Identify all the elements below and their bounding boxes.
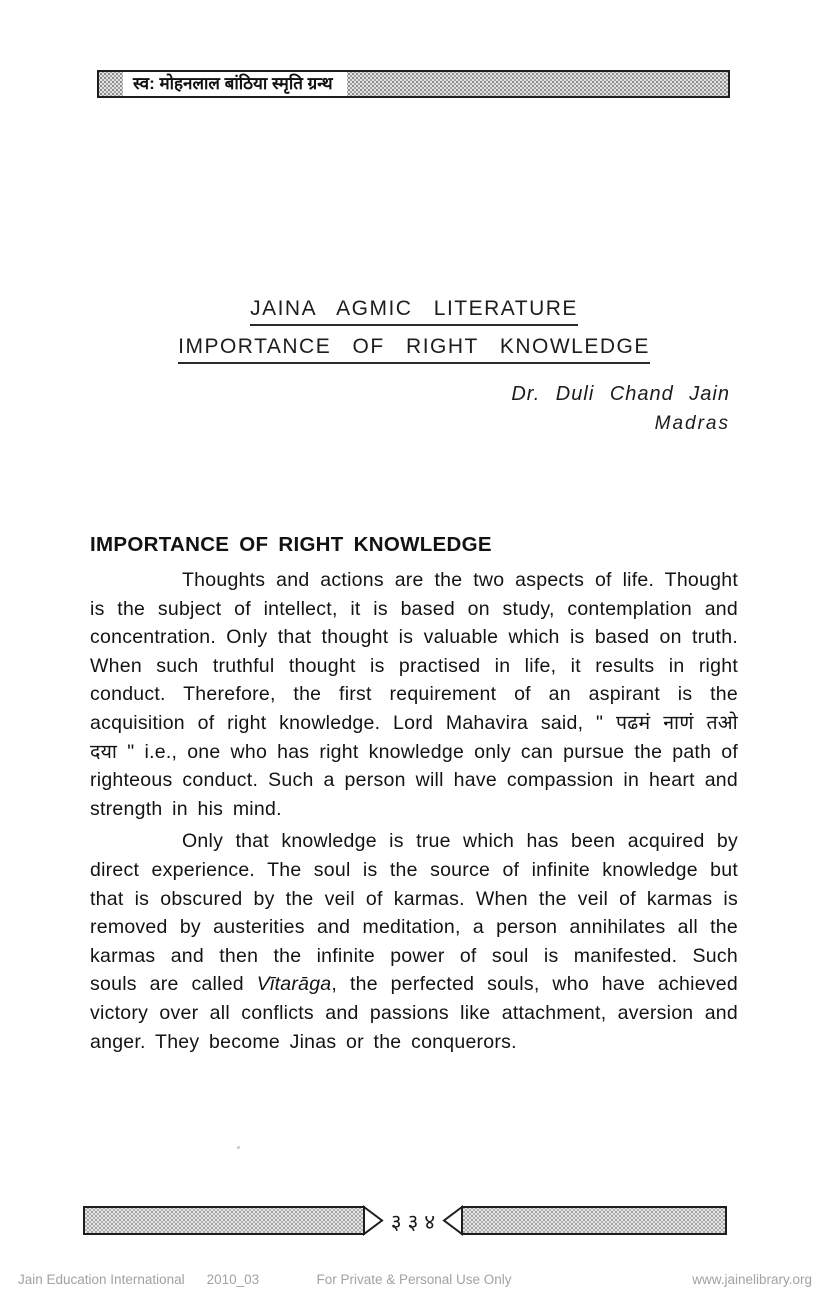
para2-text: Only that knowledge is true which has been acquired by direct experience. The soul is the source of infinite knowledge but that is obscured by the veil of karmas. When the veil of karmas is removed by austerities and meditation, a person annihilates all the karmas and then the infinite power of soul is manifested. Such souls are called: [90, 830, 738, 996]
header-band: [97, 70, 730, 98]
footer-band-right-bar: [462, 1207, 726, 1234]
imprint-website: www.jainelibrary.org: [692, 1272, 812, 1287]
author-name: Dr. Duli Chand Jain: [511, 383, 730, 405]
footer-band-left-bar: [84, 1207, 364, 1234]
header-band-title: स्व: मोहनलाल बांठिया स्मृति ग्रन्थ: [123, 72, 347, 96]
para1-text: Thoughts and actions are the two aspects of life. Thought is the subject of intellect, it is based on study, contemplation and concentration. Only that thought is valuable which is based on truth. When such truthful thought is practised in life, it results in right conduct. Therefore, the first requirement of an aspirant is the acquisition of right knowledge. Lord Mahavira said, ": [90, 569, 738, 734]
para1-devanagari-quote: पढमं नाणं तओ दया: [90, 711, 739, 763]
para2-text-continued: , the perfected souls, who have achieved victory over all conflicts and passions like attachment, aversion and anger. They become Jinas or the conquerors.: [90, 973, 738, 1053]
title-line-1: JAINA AGMIC LITERATURE: [250, 297, 578, 326]
section-heading: IMPORTANCE OF RIGHT KNOWLEDGE: [90, 533, 492, 556]
article-title: [90, 297, 738, 373]
scan-speck: [237, 1146, 240, 1149]
para1-text-continued: " i.e., one who has right knowledge only can pursue the path of righteous conduct. Such a person will have compassion in heart and strength in his mind.: [90, 740, 738, 820]
footer-band-right-chevron-icon: [444, 1207, 462, 1234]
byline: [511, 383, 730, 435]
paragraph-2: [90, 827, 738, 1056]
para2-italic-term: Vītarāga: [256, 973, 332, 996]
footer-page-band: [83, 1203, 743, 1239]
imprint-usage-note: For Private & Personal Use Only: [316, 1272, 512, 1287]
title-line-2: IMPORTANCE OF RIGHT KNOWLEDGE: [178, 335, 650, 364]
paragraph-1: [90, 566, 738, 823]
author-place: Madras: [654, 413, 730, 434]
publisher-text: Jain Education International: [18, 1272, 185, 1287]
edition-code: 2010_03: [206, 1272, 260, 1287]
footer-band-left-chevron-icon: [364, 1207, 382, 1234]
article-body: [90, 566, 738, 1056]
page-number: ३ ३ ४: [390, 1211, 436, 1234]
imprint-footer: [0, 1270, 828, 1290]
